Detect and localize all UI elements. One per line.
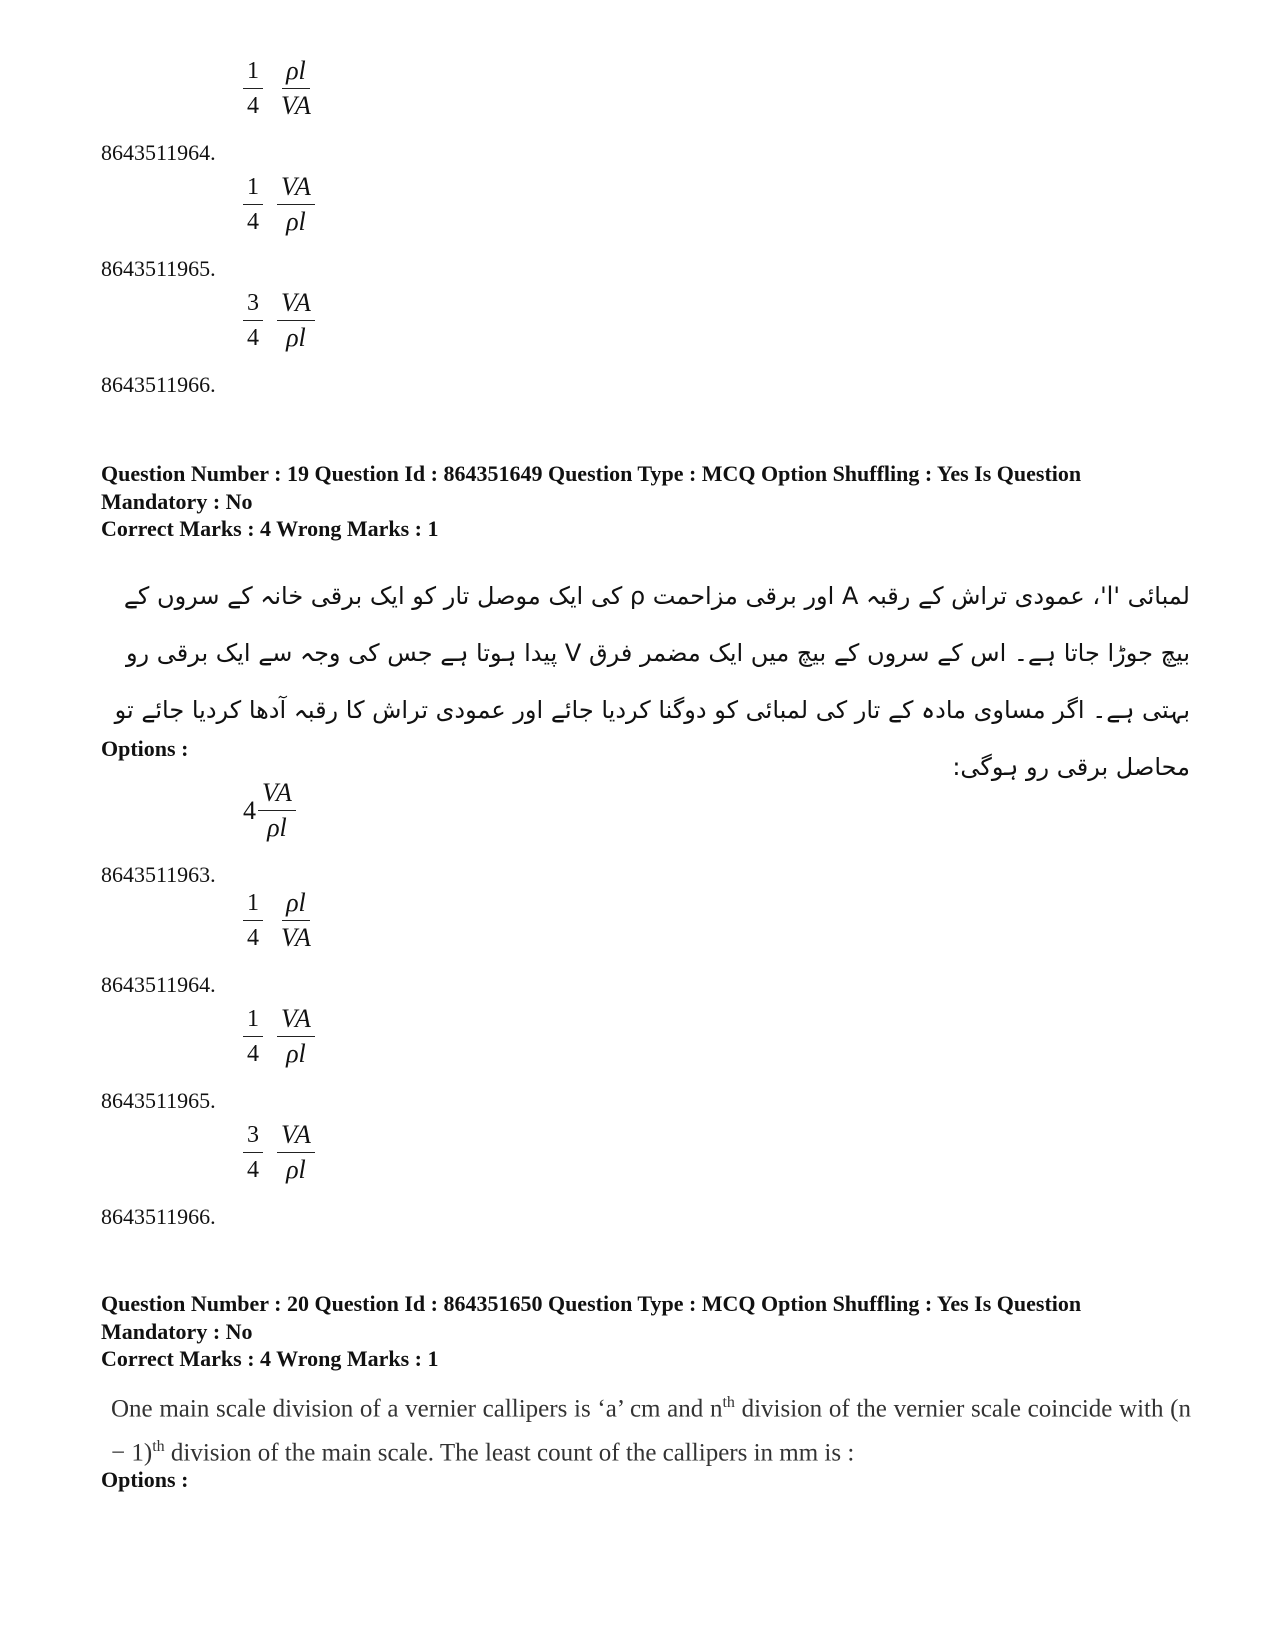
option-item[interactable]	[101, 288, 501, 398]
fraction: $\frac{VA}{\rho l}$	[277, 1004, 315, 1069]
question-20-marks: Correct Marks : 4 Wrong Marks : 1	[101, 1346, 439, 1371]
fraction: $\frac{\rho l}{VA}$	[281, 56, 311, 120]
option-item[interactable]	[101, 56, 501, 166]
fraction: $\frac{3}{4}$	[243, 288, 263, 353]
question-19-header: Question Number : 19 Question Id : 864351649 Question Type : MCQ Option Shuffling : Yes Is Question Mandatory : No	[101, 461, 1082, 514]
option-id: 8643511966.	[101, 372, 216, 397]
option-item[interactable]	[101, 888, 501, 998]
fraction: $\frac{VA}{\rho l}$	[277, 1120, 315, 1185]
fraction: $\frac{1}{4}$	[243, 56, 263, 121]
fraction: $\frac{3}{4}$	[243, 1120, 263, 1185]
question-20-header: Question Number : 20 Question Id : 864351650 Question Type : MCQ Option Shuffling : Yes Is Question Mandatory : No	[101, 1291, 1082, 1344]
option-item[interactable]	[101, 172, 501, 282]
option-id: 8643511964.	[101, 972, 216, 997]
option-formula	[243, 1120, 329, 1185]
question-20-options-label: Options :	[101, 1467, 189, 1492]
fraction: $\frac{1}{4}$	[243, 888, 263, 953]
option-formula	[243, 1004, 329, 1069]
question-19-marks: Correct Marks : 4 Wrong Marks : 1	[101, 516, 439, 541]
option-id: 8643511964.	[101, 140, 216, 165]
question-19-options-label: Options :	[101, 736, 189, 761]
fraction: $\frac{VA}{\rho l}$	[277, 288, 315, 353]
option-formula	[243, 288, 329, 353]
option-id: 8643511966.	[101, 1204, 216, 1229]
option-formula	[243, 56, 329, 121]
option-formula	[243, 888, 329, 953]
question-20-text: One main scale division of a vernier callipers is ‘a’ cm and $n^{th}$ division of the vernier scale coincide with $(n - 1)^{th}$ division of the main scale. The least count of the callipers in mm is :	[111, 1394, 1191, 1467]
option-id: 8643511965.	[101, 1088, 216, 1113]
option-item[interactable]	[101, 1120, 501, 1230]
option-formula	[243, 778, 310, 843]
fraction: $\frac{\rho l}{VA}$	[281, 888, 311, 952]
fraction: $\frac{VA}{\rho l}$	[277, 172, 315, 237]
fraction: $\frac{1}{4}$	[243, 172, 263, 237]
question-19-text: لمبائی 'l'، عمودی تراش کے رقبہ A اور برقی مزاحمت ρ کی ایک موصل تار کو ایک برقی خانہ کے سروں کے بیچ جوڑا جاتا ہے۔ اس کے سروں کے بیچ میں ایک مضمر فرق V پیدا ہوتا ہے جس کی وجہ سے ایک برقی رو بہتی ہے۔ اگر مساوی مادہ کے تار کی لمبائی کو دوگنا کردیا جائے اور عمودی تراش کا رقبہ آدھا کردیا جائے تو محاصل برقی رو ہوگی:	[114, 582, 1190, 781]
option-id: 8643511965.	[101, 256, 216, 281]
option-item[interactable]	[101, 778, 501, 888]
coefficient: 4	[243, 795, 256, 825]
fraction: $\frac{1}{4}$	[243, 1004, 263, 1069]
option-id: 8643511963.	[101, 862, 216, 887]
fraction: $\frac{VA}{\rho l}$	[258, 778, 296, 843]
option-formula	[243, 172, 329, 237]
option-item[interactable]	[101, 1004, 501, 1114]
